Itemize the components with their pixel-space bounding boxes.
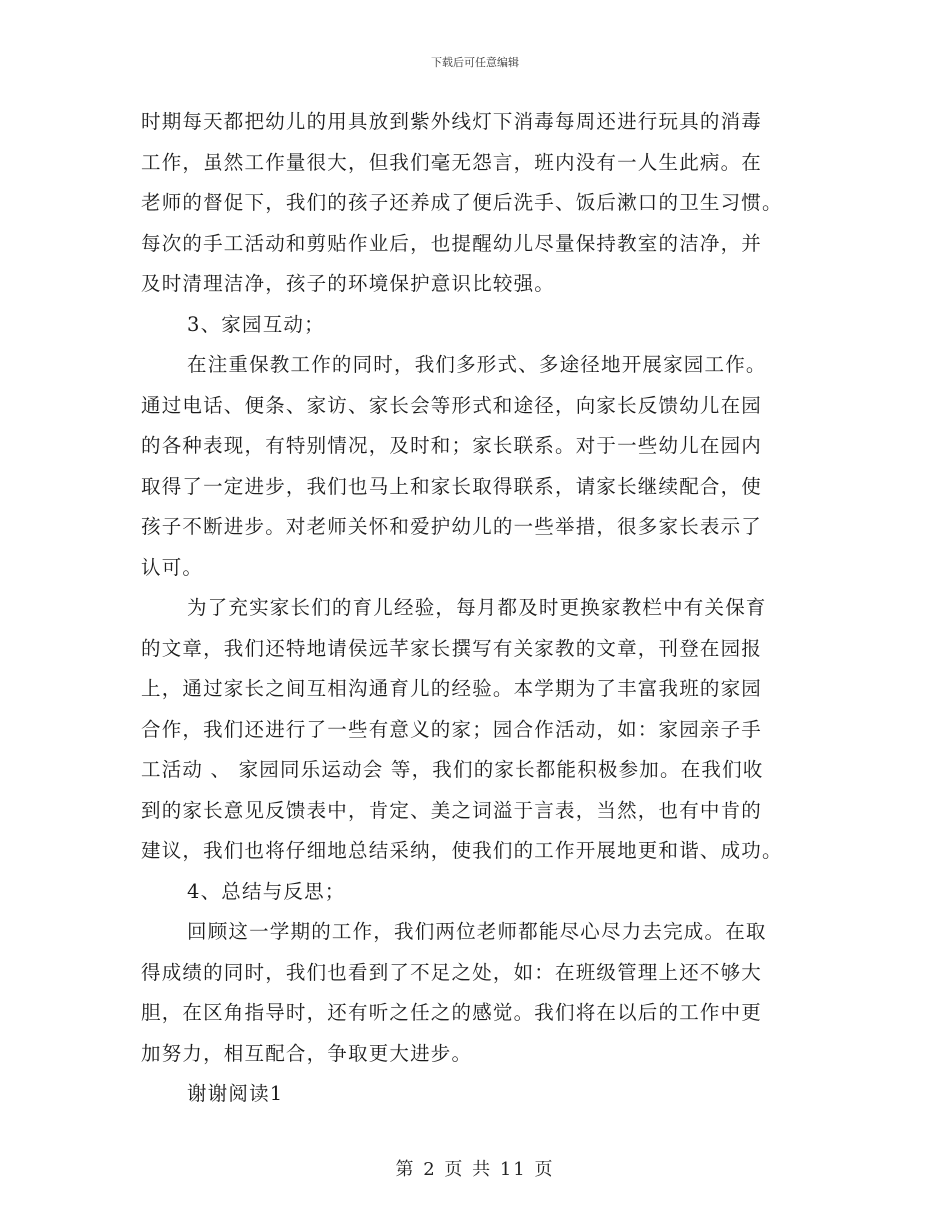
text-line: 的各种表现，有特别情况，及时和；家长联系。对于一些幼儿在园内: [141, 434, 763, 457]
text-line: 为了充实家长们的育儿经验，每月都及时更换家教栏中有关保育: [187, 596, 767, 619]
text-line: 认可。: [141, 555, 204, 579]
text-line: 通过电话、便条、家访、家长会等形式和途径，向家长反馈幼儿在园: [141, 393, 763, 417]
text-line: 的文章，我们还特地请侯远芊家长撰写有关家教的文章，刊登在园报: [141, 636, 763, 660]
text-line: 建议，我们也将仔细地总结采纳，使我们的工作开展地更和谐、成功。: [141, 839, 783, 862]
text-line: 在注重保教工作的同时，我们多形式、多途径地开展家园工作。: [187, 353, 767, 376]
closing-line: 谢谢阅读1: [187, 1082, 284, 1105]
text-line: 回顾这一学期的工作，我们两位老师都能尽心尽力去完成。在取: [187, 920, 767, 943]
document-body: [141, 102, 813, 1115]
section-heading: 4、总结与反思；: [187, 879, 346, 903]
text-line: 孩子不断进步。对老师关怀和爱护幼儿的一些举措，很多家长表示了: [141, 515, 763, 538]
text-line: 时期每天都把幼儿的用具放到紫外线灯下消毒每周还进行玩具的消毒: [141, 110, 763, 133]
text-line: 加努力，相互配合，争取更大进步。: [141, 1041, 473, 1065]
text-line: 到的家长意见反馈表中，肯定、美之词溢于言表，当然，也有中肯的: [141, 798, 763, 822]
text-line: 得成绩的同时，我们也看到了不足之处，如：在班级管理上还不够大: [141, 960, 763, 984]
text-line: 及时清理洁净，孩子的环境保护意识比较强。: [141, 272, 556, 295]
text-line: 上，通过家长之间互相沟通育儿的经验。本学期为了丰富我班的家园: [141, 677, 763, 700]
text-line: 胆，在区角指导时，还有听之任之的感觉。我们将在以后的工作中更: [141, 1001, 763, 1024]
text-line: 合作，我们还进行了一些有意义的家；园合作活动，如：家园亲子手: [141, 717, 763, 741]
text-line: 取得了一定进步，我们也马上和家长取得联系，请家长继续配合，使: [141, 474, 763, 498]
text-line: 老师的督促下，我们的孩子还养成了便后洗手、饭后漱口的卫生习惯。: [141, 191, 783, 214]
text-line: 每次的手工活动和剪贴作业后，也提醒幼儿尽量保持教室的洁净，并: [141, 231, 763, 255]
text-line: 工活动 、 家园同乐运动会 等，我们的家长都能积极参加。在我们收: [141, 758, 764, 781]
page-header: 下载后可任意编辑: [431, 56, 519, 69]
page-number-footer: 第 2 页 共 11 页: [395, 1159, 555, 1180]
text-line: 工作，虽然工作量很大，但我们毫无怨言，班内没有一人生此病。在: [141, 150, 763, 174]
section-heading: 3、家园互动；: [187, 312, 325, 336]
